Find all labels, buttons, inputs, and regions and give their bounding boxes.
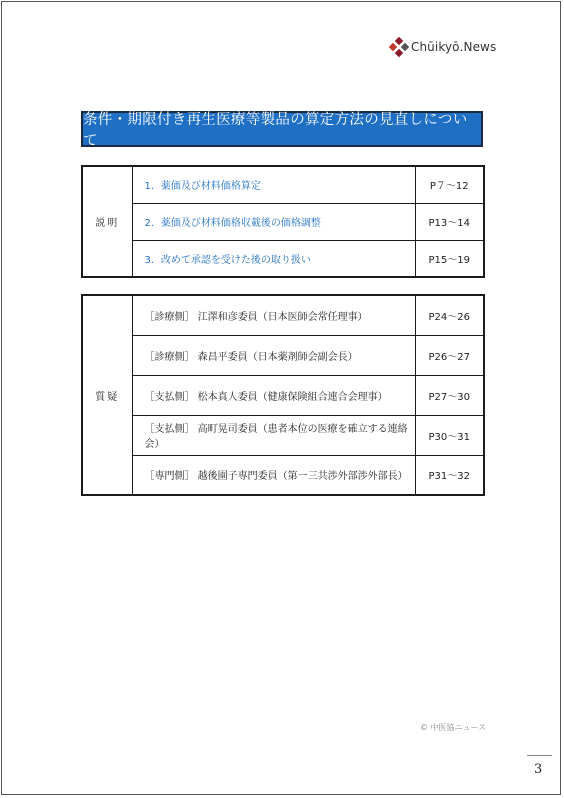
page-number: 3 <box>534 762 543 777</box>
topic-cell: 2．薬価及び材料価格収載後の価格調整 <box>132 203 415 240</box>
table-row <box>82 295 484 335</box>
section-label: 説明 <box>82 166 132 277</box>
logo-text: Chūikyō.News <box>411 40 497 54</box>
topic-cell: ［専門側］ 越後園子専門委員（第一三共渉外部渉外部長） <box>132 455 415 495</box>
topic-cell: ［支払側］ 松本真人委員（健康保険組合連合会理事） <box>132 375 415 415</box>
page-range-cell: P31～32 <box>415 455 484 495</box>
page-number-rule <box>527 755 552 756</box>
page-range-cell: P７～12 <box>415 166 484 203</box>
section-label: 質疑 <box>82 295 132 495</box>
topic-cell: ［診療側］ 森昌平委員（日本薬剤師会副会長） <box>132 335 415 375</box>
table-row <box>82 335 484 375</box>
logo <box>390 38 496 56</box>
table-row <box>82 166 484 203</box>
page-range-cell: P27～30 <box>415 375 484 415</box>
explanation-table <box>81 165 485 278</box>
table-row <box>82 455 484 495</box>
document-title: 条件・期限付き再生医療等製品の算定方法の見直しについて <box>81 111 483 147</box>
questions-table <box>81 294 485 496</box>
page-range-cell: P15～19 <box>415 240 484 277</box>
topic-cell: ［診療側］ 江澤和彦委員（日本医師会常任理事） <box>132 295 415 335</box>
table-row <box>82 375 484 415</box>
topic-cell: ［支払側］ 高町晃司委員（患者本位の医療を確立する連絡会） <box>132 415 415 455</box>
page-range-cell: P13～14 <box>415 203 484 240</box>
copyright-text: © 中医協ニュース <box>420 723 487 732</box>
page-range-cell: P24～26 <box>415 295 484 335</box>
table-row <box>82 240 484 277</box>
logo-diamond-icon <box>390 38 408 56</box>
topic-cell: 1．薬価及び材料価格算定 <box>132 166 415 203</box>
table-row <box>82 203 484 240</box>
page-range-cell: P30～31 <box>415 415 484 455</box>
page-range-cell: P26～27 <box>415 335 484 375</box>
topic-cell: 3．改めて承認を受けた後の取り扱い <box>132 240 415 277</box>
table-row <box>82 415 484 455</box>
